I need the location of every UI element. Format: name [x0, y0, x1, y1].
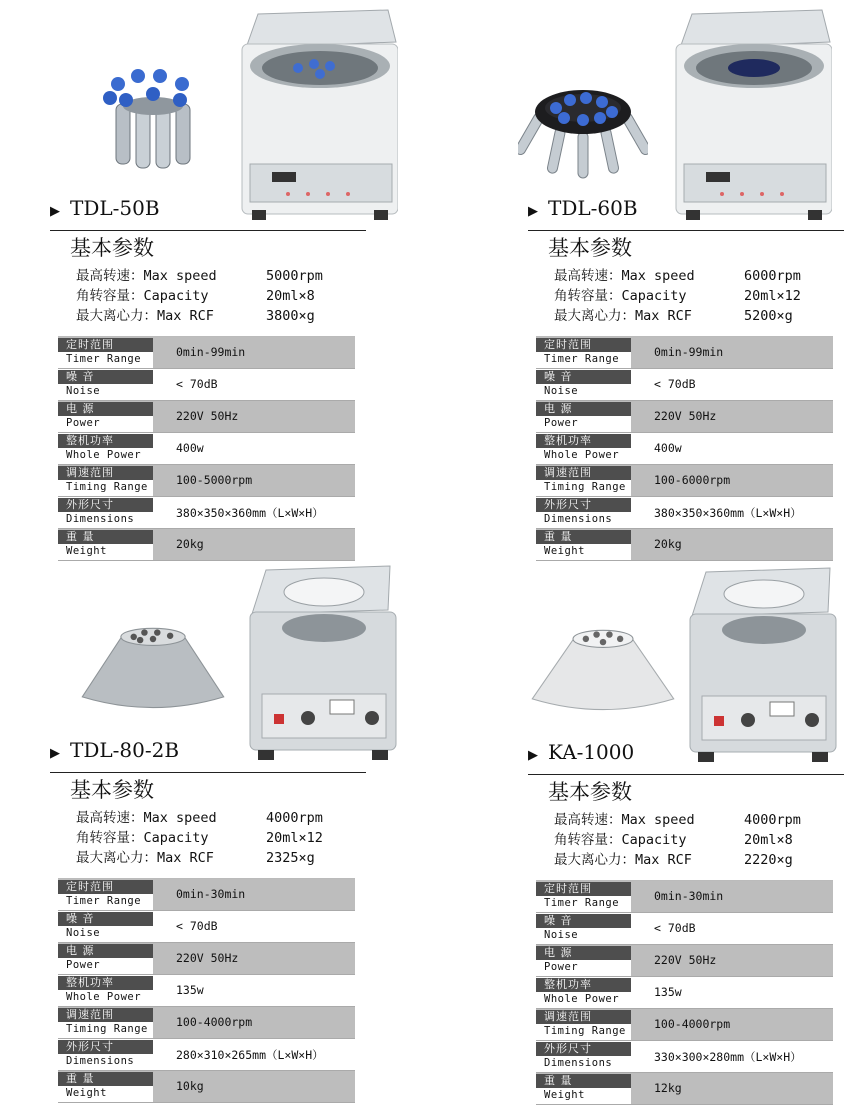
spec-value: 100-6000rpm — [654, 473, 731, 487]
spec-label-en: Dimensions — [66, 1055, 135, 1067]
centrifuge-machine-image — [672, 566, 842, 766]
spec-label-cn: 整机功率 — [58, 976, 153, 990]
spec-label — [58, 976, 153, 1006]
spec-row — [58, 1039, 355, 1071]
spec-label-en: Dimensions — [544, 513, 613, 525]
spec-label-en: Whole Power — [544, 449, 620, 461]
spec-label-en: Noise — [544, 929, 579, 941]
spec-label-cn: 调速范围 — [536, 1010, 631, 1024]
spec-value: 20kg — [654, 537, 682, 551]
spec-label-cn: 电 源 — [58, 944, 153, 958]
spec-label — [536, 466, 631, 496]
centrifuge-machine-image — [232, 564, 402, 764]
spec-row — [58, 943, 355, 975]
model-heading — [528, 194, 844, 231]
spec-label-en: Noise — [66, 927, 101, 939]
spec-row — [58, 337, 355, 369]
spec-label — [536, 402, 631, 432]
param-row — [554, 306, 801, 326]
spec-label-cn: 调速范围 — [58, 1008, 153, 1022]
spec-label-en: Whole Power — [544, 993, 620, 1005]
spec-label-cn: 调速范围 — [58, 466, 153, 480]
swing-rotor-image — [98, 64, 208, 174]
spec-label — [58, 466, 153, 496]
spec-value: 400w — [176, 441, 204, 455]
spec-label — [58, 370, 153, 400]
spec-label-en: Power — [544, 961, 579, 973]
param-label: 最高转速：Max speed — [554, 268, 695, 284]
spec-value: 400w — [654, 441, 682, 455]
product-photos — [536, 4, 860, 214]
spec-value: < 70dB — [654, 377, 696, 391]
spec-value: 0min-99min — [654, 345, 724, 359]
param-label: 最大离心力：Max RCF — [76, 308, 214, 324]
spec-value: 20kg — [176, 537, 204, 551]
spec-value: 135w — [654, 985, 682, 999]
spec-label-cn: 定时范围 — [536, 882, 631, 896]
param-row — [76, 286, 323, 306]
param-label: 角转容量：Capacity — [76, 830, 209, 846]
spec-label — [58, 1072, 153, 1102]
param-value: 5000rpm — [266, 268, 323, 284]
spec-row — [536, 1073, 833, 1105]
param-row — [554, 810, 801, 830]
param-value: 20ml×12 — [744, 288, 801, 304]
spec-label-cn: 外形尺寸 — [58, 498, 153, 512]
spec-row — [58, 975, 355, 1007]
spec-label — [58, 1008, 153, 1038]
model-heading — [50, 194, 366, 231]
spec-row — [58, 1071, 355, 1103]
key-params — [554, 810, 801, 870]
spec-value: 135w — [176, 983, 204, 997]
conical-rotor-image — [78, 626, 228, 712]
spec-table — [536, 880, 833, 1105]
spec-label-en: Timer Range — [66, 353, 142, 365]
spec-table — [58, 336, 355, 561]
spec-label-en: Dimensions — [544, 1057, 613, 1069]
spec-label — [58, 402, 153, 432]
spec-label-en: Timer Range — [66, 895, 142, 907]
product-photos — [536, 548, 860, 758]
spec-row — [58, 1007, 355, 1039]
spec-label-cn: 电 源 — [536, 402, 631, 416]
product-photos — [58, 4, 418, 214]
spec-row — [58, 465, 355, 497]
spec-label-cn: 噪 音 — [58, 912, 153, 926]
key-params — [76, 808, 323, 868]
spec-label-cn: 重 量 — [536, 1074, 631, 1088]
product-tdl-50b — [50, 4, 378, 557]
spec-label — [536, 978, 631, 1008]
param-label: 最大离心力：Max RCF — [76, 850, 214, 866]
spec-label-cn: 调速范围 — [536, 466, 631, 480]
spec-label-cn: 定时范围 — [58, 338, 153, 352]
model-name: TDL-80-2B — [70, 738, 180, 762]
spec-value: 12kg — [654, 1081, 682, 1095]
spec-label — [536, 914, 631, 944]
product-ka-1000 — [528, 548, 856, 1101]
angle-rotor-image — [518, 74, 648, 184]
section-title: 基本参数 — [70, 236, 154, 260]
spec-value: 280×310×265mm（L×W×H） — [176, 1048, 324, 1062]
param-row — [554, 850, 801, 870]
spec-label — [58, 880, 153, 910]
centrifuge-machine-image — [228, 4, 398, 224]
spec-label-en: Power — [544, 417, 579, 429]
spec-label — [536, 946, 631, 976]
spec-label-cn: 外形尺寸 — [536, 1042, 631, 1056]
spec-label-cn: 整机功率 — [58, 434, 153, 448]
spec-value: 380×350×360mm（L×W×H） — [176, 506, 324, 520]
spec-label — [536, 338, 631, 368]
bullet-arrow-icon: ▶ — [528, 204, 538, 219]
spec-label — [536, 498, 631, 528]
spec-value: 380×350×360mm（L×W×H） — [654, 506, 802, 520]
spec-row — [536, 977, 833, 1009]
spec-label-en: Weight — [544, 1089, 585, 1101]
param-label: 最高转速：Max speed — [554, 812, 695, 828]
model-name: TDL-50B — [70, 196, 160, 220]
spec-label — [58, 912, 153, 942]
param-row — [554, 266, 801, 286]
spec-value: 100-5000rpm — [176, 473, 253, 487]
spec-row — [58, 433, 355, 465]
spec-label-en: Weight — [544, 545, 585, 557]
spec-row — [536, 497, 833, 529]
spec-label-en: Timing Range — [66, 1023, 148, 1035]
spec-row — [536, 401, 833, 433]
spec-label-cn: 定时范围 — [536, 338, 631, 352]
spec-value: 0min-30min — [176, 887, 246, 901]
spec-label — [536, 434, 631, 464]
spec-label — [536, 370, 631, 400]
spec-value: 100-4000rpm — [654, 1017, 731, 1031]
spec-value: 0min-99min — [176, 345, 246, 359]
spec-label-cn: 整机功率 — [536, 978, 631, 992]
param-row — [554, 286, 801, 306]
spec-label-en: Whole Power — [66, 991, 142, 1003]
spec-label-en: Weight — [66, 1087, 107, 1099]
spec-label — [536, 1074, 631, 1104]
param-value: 4000rpm — [266, 810, 323, 826]
product-tdl-60b — [528, 4, 856, 557]
spec-value: 220V 50Hz — [176, 951, 239, 965]
spec-label — [536, 1010, 631, 1040]
spec-row — [536, 881, 833, 913]
model-heading — [528, 738, 844, 775]
spec-label-cn: 电 源 — [58, 402, 153, 416]
spec-value: 220V 50Hz — [176, 409, 239, 423]
spec-label — [58, 338, 153, 368]
param-value: 3800×g — [266, 308, 315, 324]
spec-label-cn: 电 源 — [536, 946, 631, 960]
spec-label-cn: 重 量 — [58, 530, 153, 544]
centrifuge-machine-image — [662, 4, 832, 224]
spec-row — [58, 879, 355, 911]
spec-label-en: Power — [66, 959, 101, 971]
product-tdl-80-2b — [50, 546, 378, 1099]
spec-label — [536, 1042, 631, 1072]
spec-label-en: Noise — [544, 385, 579, 397]
param-label: 最高转速：Max speed — [76, 810, 217, 826]
param-value: 20ml×8 — [266, 288, 315, 304]
spec-label-en: Dimensions — [66, 513, 135, 525]
spec-row — [58, 401, 355, 433]
spec-label-cn: 外形尺寸 — [536, 498, 631, 512]
spec-row — [58, 369, 355, 401]
spec-label-en: Timer Range — [544, 353, 620, 365]
spec-label — [58, 944, 153, 974]
spec-value: 10kg — [176, 1079, 204, 1093]
param-label: 最大离心力：Max RCF — [554, 852, 692, 868]
spec-label-en: Whole Power — [66, 449, 142, 461]
param-value: 20ml×8 — [744, 832, 793, 848]
param-value: 6000rpm — [744, 268, 801, 284]
spec-label-cn: 重 量 — [536, 530, 631, 544]
spec-value: < 70dB — [654, 921, 696, 935]
param-value: 5200×g — [744, 308, 793, 324]
spec-label-en: Timer Range — [544, 897, 620, 909]
spec-row — [58, 911, 355, 943]
spec-value: 0min-30min — [654, 889, 724, 903]
spec-row — [536, 945, 833, 977]
key-params — [554, 266, 801, 326]
param-value: 20ml×12 — [266, 830, 323, 846]
spec-label-cn: 噪 音 — [536, 370, 631, 384]
spec-row — [536, 433, 833, 465]
product-photos — [58, 546, 418, 756]
spec-value: < 70dB — [176, 377, 218, 391]
spec-value: < 70dB — [176, 919, 218, 933]
spec-row — [536, 913, 833, 945]
param-label: 角转容量：Capacity — [554, 288, 687, 304]
spec-label-cn: 外形尺寸 — [58, 1040, 153, 1054]
param-value: 2325×g — [266, 850, 315, 866]
section-title: 基本参数 — [548, 236, 632, 260]
spec-row — [58, 497, 355, 529]
param-value: 4000rpm — [744, 812, 801, 828]
spec-label — [58, 434, 153, 464]
spec-value: 100-4000rpm — [176, 1015, 253, 1029]
spec-label-cn: 重 量 — [58, 1072, 153, 1086]
spec-table — [536, 336, 833, 561]
model-heading — [50, 736, 366, 773]
spec-label-en: Timing Range — [66, 481, 148, 493]
spec-value: 220V 50Hz — [654, 409, 717, 423]
spec-label-cn: 整机功率 — [536, 434, 631, 448]
spec-label-cn: 噪 音 — [536, 914, 631, 928]
spec-row — [536, 369, 833, 401]
param-row — [76, 828, 323, 848]
param-row — [76, 306, 323, 326]
param-row — [76, 808, 323, 828]
spec-label-cn: 定时范围 — [58, 880, 153, 894]
key-params — [76, 266, 323, 326]
spec-label — [536, 882, 631, 912]
param-label: 最大离心力：Max RCF — [554, 308, 692, 324]
param-row — [554, 830, 801, 850]
spec-label-en: Power — [66, 417, 101, 429]
spec-label — [58, 1040, 153, 1070]
param-label: 最高转速：Max speed — [76, 268, 217, 284]
spec-label-cn: 噪 音 — [58, 370, 153, 384]
spec-label-en: Timing Range — [544, 481, 626, 493]
bullet-arrow-icon: ▶ — [50, 746, 60, 761]
spec-value: 220V 50Hz — [654, 953, 717, 967]
param-row — [76, 266, 323, 286]
param-label: 角转容量：Capacity — [554, 832, 687, 848]
bullet-arrow-icon: ▶ — [50, 204, 60, 219]
param-label: 角转容量：Capacity — [76, 288, 209, 304]
model-name: KA-1000 — [548, 740, 635, 764]
spec-row — [536, 465, 833, 497]
spec-label-en: Timing Range — [544, 1025, 626, 1037]
spec-table — [58, 878, 355, 1103]
spec-row — [536, 337, 833, 369]
spec-label — [58, 498, 153, 528]
spec-value: 330×300×280mm（L×W×H） — [654, 1050, 802, 1064]
spec-label-en: Noise — [66, 385, 101, 397]
param-value: 2220×g — [744, 852, 793, 868]
param-row — [76, 848, 323, 868]
section-title: 基本参数 — [548, 780, 632, 804]
spec-row — [536, 1041, 833, 1073]
conical-rotor-image — [528, 628, 678, 714]
spec-label-en: Weight — [66, 545, 107, 557]
model-name: TDL-60B — [548, 196, 638, 220]
bullet-arrow-icon: ▶ — [528, 748, 538, 763]
section-title: 基本参数 — [70, 778, 154, 802]
spec-row — [536, 1009, 833, 1041]
